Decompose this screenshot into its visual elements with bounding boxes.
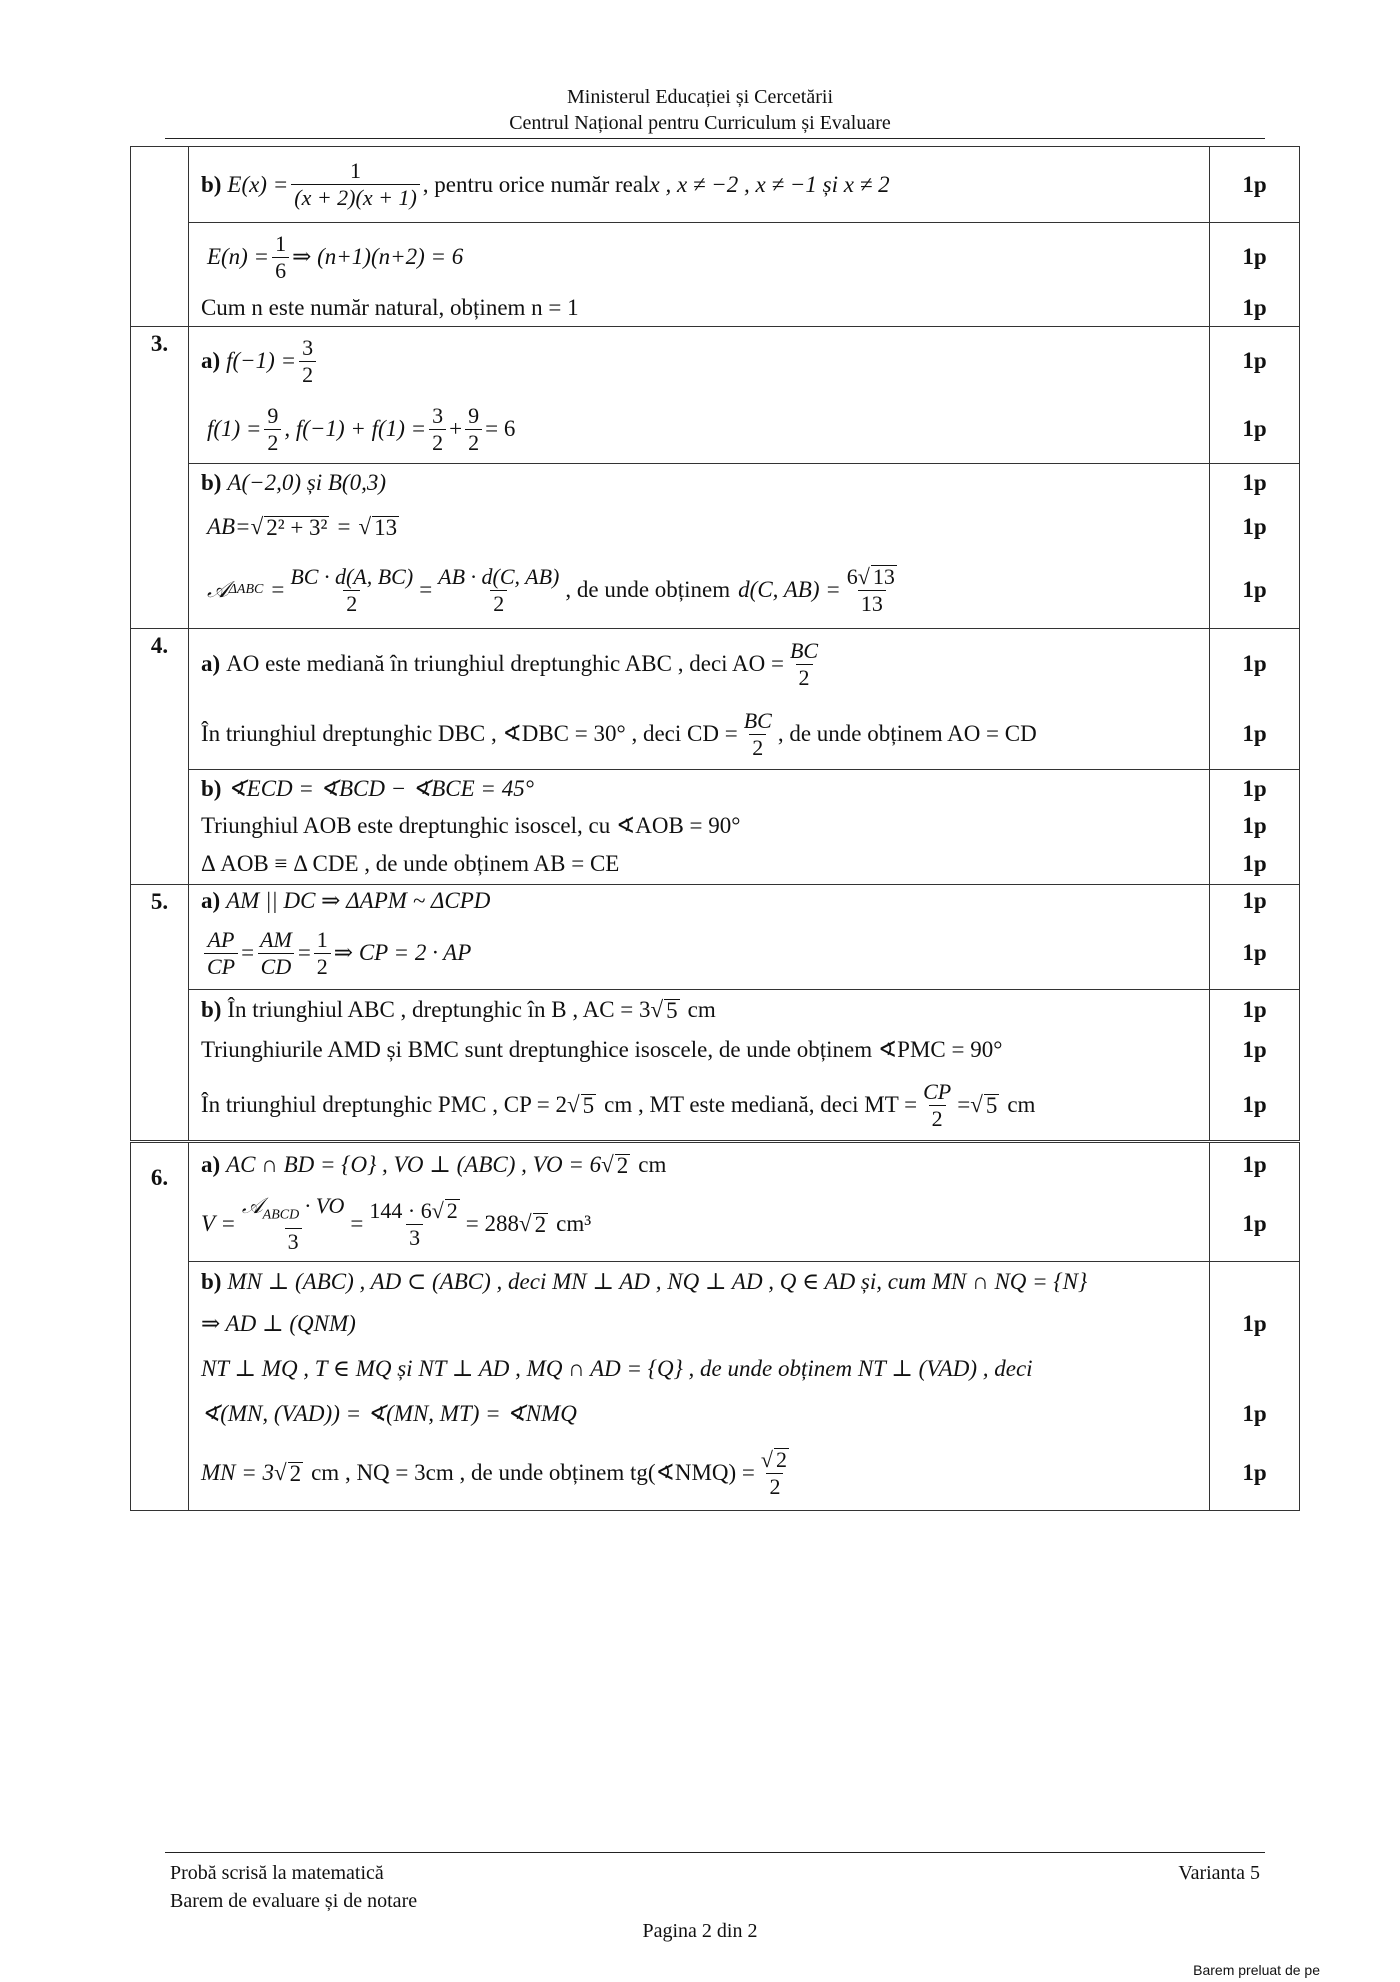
- q4a-row: 4. a) AO este mediană în triunghiul dreptunghic ABC , deci AO = $\frac{BC}{2}$ În triunghiul dreptunghic DBC , ∢DBC = 30° , deci CD = $\frac{BC}{2}$ , de unde obținem AO = CD 1p 1p: [131, 629, 1300, 770]
- q4a-content: a) AO este mediană în triunghiul dreptunghic ABC , deci AO = $\frac{BC}{2}$ În triunghiul dreptunghic DBC , ∢DBC = 30° , deci CD = $\frac{BC}{2}$ , de unde obținem AO = CD: [188, 629, 1209, 770]
- footer-variant: Varianta 5: [1178, 1862, 1260, 1884]
- q4b-row: b) ∢ECD = ∢BCD − ∢BCE = 45° Triunghiul AOB este dreptunghic isoscel, cu ∢AOB = 90° Δ AOB ≡ Δ CDE , de unde obținem AB = CE 1p 1p 1p: [131, 770, 1300, 885]
- q3b-row: b) A(−2,0) și B(0,3) AB= √ 2² + 3² = √ 13 𝒜 ΔABC = $\frac{BC \cdot d(A, BC)}{2}$ = $\frac{AB \cdot d(C, AB)}{2}$ , de unde obținem d(C, AB) = $\frac{6√ 13}{13}$ 1p 1p 1p: [131, 464, 1300, 629]
- header-rule: [165, 138, 1265, 139]
- q3b-content: b) A(−2,0) și B(0,3) AB= √ 2² + 3² = √ 13 𝒜 ΔABC = $\frac{BC \cdot d(A, BC)}{2}$ = $\frac{AB \cdot d(C, AB)}{2}$ , de unde obținem d(C, AB) = $\frac{6√ 13}{13}$: [188, 464, 1209, 629]
- q2b-condition: x , x ≠ −2 , x ≠ −1 și x ≠ 2: [649, 171, 890, 197]
- q6a-content: a) AC ∩ BD = {O} , VO ⊥ (ABC) , VO = 6 √ 2 cm V = $\frac{𝒜_{ABCD} \cdot VO}{3}$ = $\frac{144 \cdot 6√ 2}{3}$ = 288 √ 2 cm³: [188, 1142, 1209, 1262]
- footer-rule: [165, 1852, 1265, 1853]
- footer-page: Pagina 2 din 2: [642, 1920, 758, 1942]
- footer-subject: Probă scrisă la matematică: [170, 1862, 384, 1884]
- q6a-row: 6. a) AC ∩ BD = {O} , VO ⊥ (ABC) , VO = 6 √ 2 cm V = $\frac{𝒜_{ABCD} \cdot VO}{3}$ = $\frac{144 \cdot 6√ 2}{3}$ = 288 √ 2 cm³ 1p 1p: [131, 1142, 1300, 1262]
- footer-barem: Barem de evaluare și de notare: [170, 1890, 418, 1912]
- header-center: Centrul Național pentru Curriculum și Evaluare: [509, 112, 891, 134]
- q6b-row: b) MN ⊥ (ABC) , AD ⊂ (ABC) , deci MN ⊥ AD , NQ ⊥ AD , Q ∈ AD și, cum MN ∩ NQ = {N} ⇒ AD ⊥ (QNM) NT ⊥ MQ , T ∈ MQ și NT ⊥ AD , MQ ∩ AD = {Q} , de unde obținem NT ⊥ (VAD) , deci ∢(MN, (VAD)) = ∢(MN, MT) = ∢NMQ MN = 3 √ 2 cm , NQ = 3cm , de unde obținem tg(∢NMQ) = $\frac{√ 2}{2}$ 1p 1p 1p: [131, 1262, 1300, 1511]
- q2b-row-1: [131, 147, 1300, 223]
- q6-number: 6.: [131, 1142, 189, 1262]
- q2b-fraction: $\frac{1}{(x + 2)(x + 1)}$: [291, 158, 420, 211]
- q3a-row: 3. a) f(−1) = $\frac{3}{2}$ f(1) = $\frac{9}{2}$ , f(−1) + f(1) = $\frac{3}{2}$ + $\frac{9}{2}$ = 6 1p 1p: [131, 327, 1300, 464]
- q2b-content-1: b) E(x) = $\frac{1}{(x + 2)(x + 1)}$ , pentru orice număr real x , x ≠ −2 , x ≠ −1 și x ≠ 2: [188, 147, 1209, 223]
- q2-number-cell: [131, 147, 189, 327]
- q5-number: 5.: [131, 885, 189, 1142]
- q2b-content-2: E(n) = $\frac{1}{6}$ ⇒ (n+1)(n+2) = 6 Cum n este număr natural, obținem n = 1: [188, 223, 1209, 327]
- q6b-content: b) MN ⊥ (ABC) , AD ⊂ (ABC) , deci MN ⊥ AD , NQ ⊥ AD , Q ∈ AD și, cum MN ∩ NQ = {N} ⇒ AD ⊥ (QNM) NT ⊥ MQ , T ∈ MQ și NT ⊥ AD , MQ ∩ AD = {Q} , de unde obținem NT ⊥ (VAD) , deci ∢(MN, (VAD)) = ∢(MN, MT) = ∢NMQ MN = 3 √ 2 cm , NQ = 3cm , de unde obținem tg(∢NMQ) = $\frac{√ 2}{2}$: [188, 1262, 1209, 1511]
- q2b-points-1: 1p: [1210, 147, 1300, 223]
- q3a-content: a) f(−1) = $\frac{3}{2}$ f(1) = $\frac{9}{2}$ , f(−1) + f(1) = $\frac{3}{2}$ + $\frac{9}{2}$ = 6: [188, 327, 1209, 464]
- footer-corner-note: Barem preluat de pe: [1193, 1962, 1320, 1978]
- q2b-conclusion: Cum n este număr natural, obținem n = 1: [200, 295, 579, 320]
- header-ministry: Ministerul Educației și Cercetării: [566, 86, 834, 108]
- q5b-content: b) În triunghiul ABC , dreptunghic în B , AC = 3 √ 5 cm Triunghiurile AMD și BMC sunt dreptunghice isoscele, de unde obținem ∢PMC = 90° În triunghiul dreptunghic PMC , CP = 2 √ 5 cm , MT este mediană, deci MT = $\frac{CP}{2}$ = √ 5 cm: [188, 990, 1209, 1142]
- q3-number: 3.: [131, 327, 189, 629]
- q4-number: 4.: [131, 629, 189, 885]
- q2b-equation: ⇒ (n+1)(n+2) = 6: [292, 244, 464, 269]
- barem-table: [130, 146, 1300, 1511]
- q4b-content: b) ∢ECD = ∢BCD − ∢BCE = 45° Triunghiul AOB este dreptunghic isoscel, cu ∢AOB = 90° Δ AOB ≡ Δ CDE , de unde obținem AB = CE: [188, 770, 1209, 885]
- q5b-row: b) În triunghiul ABC , dreptunghic în B , AC = 3 √ 5 cm Triunghiurile AMD și BMC sunt dreptunghice isoscele, de unde obținem ∢PMC = 90° În triunghiul dreptunghic PMC , CP = 2 √ 5 cm , MT este mediană, deci MT = $\frac{CP}{2}$ = √ 5 cm 1p 1p 1p: [131, 990, 1300, 1142]
- q2b-text: , pentru orice număr real: [422, 171, 650, 197]
- q5a-row: 5. a) AM || DC ⇒ ΔAPM ~ ΔCPD $\frac{AP}{CP}$ = $\frac{AM}{CD}$ = $\frac{1}{2}$ ⇒ CP = 2 · AP 1p 1p: [131, 885, 1300, 990]
- q2b-row-2: E(n) = $\frac{1}{6}$ ⇒ (n+1)(n+2) = 6 Cum n este număr natural, obținem n = 1 1p 1p: [131, 223, 1300, 327]
- q5a-content: a) AM || DC ⇒ ΔAPM ~ ΔCPD $\frac{AP}{CP}$ = $\frac{AM}{CD}$ = $\frac{1}{2}$ ⇒ CP = 2 · AP: [188, 885, 1209, 990]
